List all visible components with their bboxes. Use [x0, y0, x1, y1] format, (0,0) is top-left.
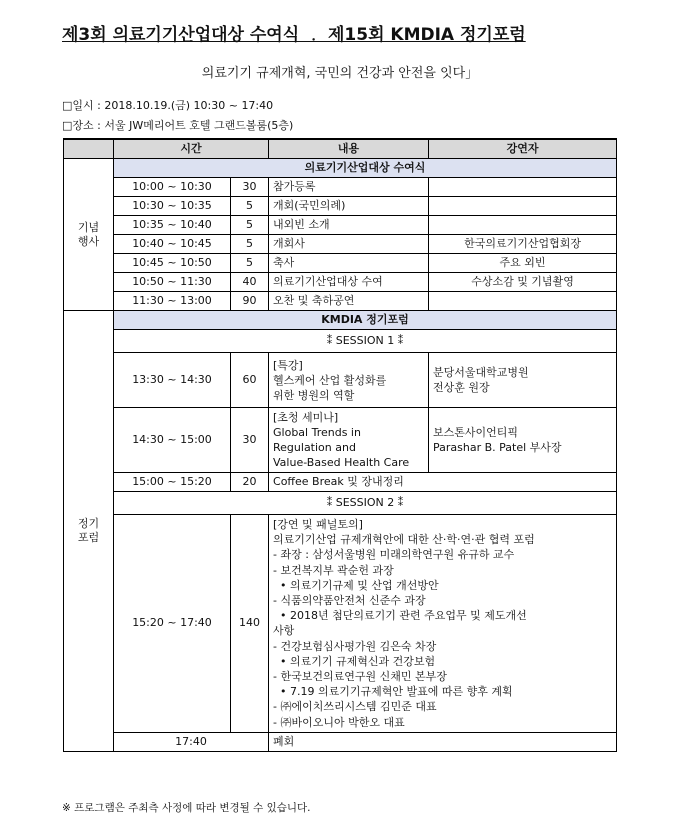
table-row: 11:30 ~ 13:00 90 오찬 및 축하공연 [64, 292, 617, 311]
table-row: 10:00 ~ 10:30 30 참가등록 [64, 178, 617, 197]
section-title-forum: KMDIA 정기포럼 [114, 311, 617, 330]
session-row [64, 330, 617, 353]
table-header-row [64, 139, 617, 159]
header-time: 시간 [114, 139, 269, 159]
group-label-ceremony: 기념 행사 [64, 159, 114, 311]
section-title-ceremony: 의료기기산업대상 수여식 [114, 159, 617, 178]
group-label-forum: 정기 포럼 [64, 311, 114, 752]
event-date: □일시 : 2018.10.19.(금) 10:30 ~ 17:40 [62, 99, 274, 112]
footnote: ※ 프로그램은 주최측 사정에 따라 변경될 수 있습니다. [62, 802, 311, 814]
table-row: 10:30 ~ 10:35 5 개회(국민의례) [64, 197, 617, 216]
table-row: 14:30 ~ 15:00 30 [초청 세미나] Global Trends in Regulation and Value-Based Health Care 보스톤사이언티픽 Parashar B. Patel 부사장 [64, 408, 617, 473]
session-1-label: ⁑ SESSION 1 ⁑ [114, 330, 617, 353]
section-row [64, 311, 617, 330]
table-row: 15:20 ~ 17:40 140 [강연 및 패널토의] 의료기기산업 규제개혁안에 대한 산·학·연·관 협력 포럼 - 좌장 : 삼성서울병원 미래의학연구원 유규하 교수 - 보건복지부 곽순헌 과장 • 의료기기규제 및 산업 개선방안 - 식품의약품안전처 신준수 과장 • 2018년 첨단의료기기 관련 주요업무 및 제도개선 사항 - 건강보험심사평가원 김은숙 차장 • 의료기기 규제혁신과 건강보험 - 한국보건의료연구원 신채민 본부장 • 7.19 의료기기규제혁안 발표에 따른 향후 계획 - ㈜에이치쓰리시스템 김민준 대표 - ㈜바이오니아 박한오 대표 [64, 515, 617, 733]
table-row: 17:40 폐회 [64, 732, 617, 751]
table-row: 10:40 ~ 10:45 5 개회사 한국의료기기산업협회장 [64, 235, 617, 254]
table-row: 13:30 ~ 14:30 60 [특강] 헬스케어 산업 활성화를 위한 병원의 역할 분당서울대학교병원 전상훈 원장 [64, 353, 617, 408]
event-place: □장소 : 서울 JW메리어트 호텔 그랜드볼룸(5층) [62, 119, 294, 132]
table-row: 10:50 ~ 11:30 40 의료기기산업대상 수여 수상소감 및 기념촬영 [64, 273, 617, 292]
document-subtitle: 의료기기 규제개혁, 국민의 건강과 안전을 잇다」 [201, 66, 479, 81]
table-row: 10:35 ~ 10:40 5 내외빈 소개 [64, 216, 617, 235]
section-row [64, 159, 617, 178]
header-speaker: 강연자 [429, 139, 617, 159]
document-title: 제3회 의료기기산업대상 수여식 ﹒ 제15회 KMDIA 정기포럼 [62, 25, 526, 45]
header-content: 내용 [269, 139, 429, 159]
session-2-label: ⁑ SESSION 2 ⁑ [114, 492, 617, 515]
session-row [64, 492, 617, 515]
table-row: 15:00 ~ 15:20 20 Coffee Break 및 장내정리 [64, 473, 617, 492]
schedule-table [63, 138, 617, 752]
table-row: 10:45 ~ 10:50 5 축사 주요 외빈 [64, 254, 617, 273]
